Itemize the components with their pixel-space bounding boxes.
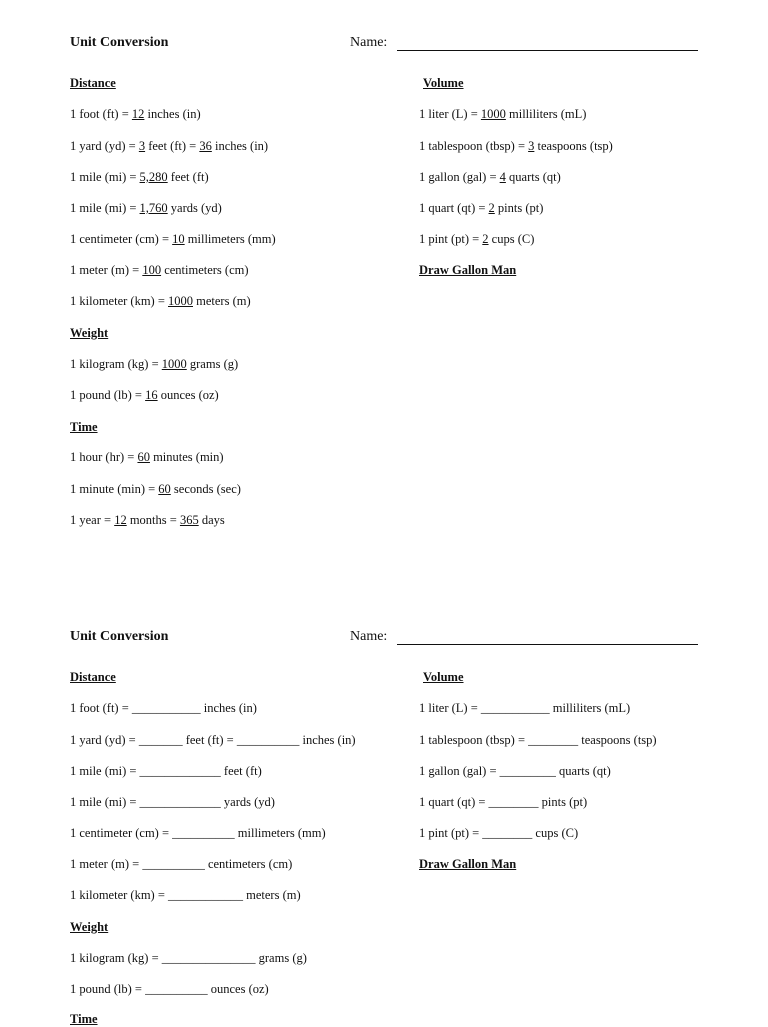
answer-value: 3	[138, 139, 146, 153]
conversion-line: 1 meter (m) = 100 centimeters (cm)	[70, 263, 249, 277]
conversion-line: 1 centimeter (cm) = __________ millimeters (mm)	[70, 826, 326, 840]
conversion-line: 1 foot (ft) = ___________ inches (in)	[70, 701, 257, 715]
distance-heading: Distance	[70, 76, 116, 90]
conversion-line: 1 mile (mi) = _____________ feet (ft)	[70, 764, 262, 778]
answer-value: 2	[488, 201, 495, 215]
answer-blank: __________	[236, 733, 300, 747]
answer-blank: __________	[142, 857, 205, 871]
sheet-title: Unit Conversion	[70, 629, 169, 644]
answer-value: 5,280	[139, 170, 168, 184]
answer-value: 1000	[480, 107, 506, 121]
conversion-line: 1 foot (ft) = 12 inches (in)	[70, 107, 201, 121]
answer-value: 3	[528, 139, 535, 153]
answer-value: 4	[499, 170, 506, 184]
conversion-line: 1 mile (mi) = 1,760 yards (yd)	[70, 201, 222, 215]
answer-value: 12	[114, 513, 127, 527]
answer-blank: __________	[145, 982, 208, 996]
weight-heading: Weight	[70, 920, 109, 934]
answer-value: 1000	[168, 294, 193, 308]
conversion-line: 1 yard (yd) = 3 feet (ft) = 36 inches (in)	[70, 139, 269, 153]
conversion-line: 1 centimeter (cm) = 10 millimeters (mm)	[70, 232, 276, 246]
distance-heading: Distance	[70, 670, 116, 684]
answer-value: 10	[172, 232, 185, 246]
name-line[interactable]	[397, 644, 698, 645]
sheet-title: Unit Conversion	[70, 35, 169, 50]
answer-blank: _____________	[139, 764, 221, 778]
conversion-line: 1 liter (L) = 1000 milliliters (mL)	[419, 107, 587, 121]
conversion-line: 1 minute (min) = 60 seconds (sec)	[70, 482, 241, 496]
answer-value: 100	[142, 263, 162, 277]
conversion-line: 1 gallon (gal) = 4 quarts (qt)	[419, 170, 561, 184]
name-line	[397, 50, 698, 51]
gallon-man-heading: Draw Gallon Man	[419, 263, 517, 277]
answer-blank: _________	[499, 764, 556, 778]
conversion-line: 1 quart (qt) = ________ pints (pt)	[419, 795, 588, 809]
answer-blank: __________	[172, 826, 235, 840]
conversion-line: 1 kilometer (km) = 1000 meters (m)	[70, 294, 251, 308]
conversion-line: 1 quart (qt) = 2 pints (pt)	[419, 201, 544, 215]
conversion-line: 1 kilogram (kg) = _______________ grams (g)	[70, 951, 307, 965]
answer-value: 2	[482, 232, 489, 246]
conversion-line: 1 pint (pt) = ________ cups (C)	[419, 826, 579, 840]
conversion-line: 1 liter (L) = ___________ milliliters (mL)	[419, 701, 631, 715]
answer-blank: ___________	[131, 701, 201, 715]
volume-heading: Volume	[423, 76, 464, 90]
conversion-line: 1 meter (m) = __________ centimeters (cm)	[70, 857, 293, 871]
answer-value: 16	[145, 388, 158, 402]
conversion-line: 1 yard (yd) = _______ feet (ft) = __________ inches (in)	[70, 733, 356, 747]
conversion-line: 1 pound (lb) = 16 ounces (oz)	[70, 388, 219, 402]
conversion-line: 1 tablespoon (tbsp) = 3 teaspoons (tsp)	[419, 139, 613, 153]
gallon-man-heading: Draw Gallon Man	[419, 857, 517, 871]
weight-heading: Weight	[70, 326, 109, 340]
answer-blank: ________	[488, 795, 539, 809]
answer-value: 60	[158, 482, 171, 496]
time-heading: Time	[70, 420, 98, 434]
answer-value: 12	[131, 107, 145, 121]
answer-blank: ____________	[168, 888, 243, 902]
conversion-line: 1 mile (mi) = 5,280 feet (ft)	[70, 170, 209, 184]
answer-blank: ________	[528, 733, 579, 747]
volume-heading: Volume	[423, 670, 464, 684]
conversion-line: 1 kilogram (kg) = 1000 grams (g)	[70, 357, 239, 371]
conversion-line: 1 hour (hr) = 60 minutes (min)	[70, 450, 224, 464]
answer-value: 60	[137, 450, 150, 464]
answer-value: 365	[179, 513, 199, 527]
conversion-line: 1 pint (pt) = 2 cups (C)	[419, 232, 535, 246]
answer-blank: _______________	[161, 951, 256, 965]
conversion-line: 1 tablespoon (tbsp) = ________ teaspoons (tsp)	[419, 733, 657, 747]
conversion-line: 1 pound (lb) = __________ ounces (oz)	[70, 982, 269, 996]
answer-blank: ________	[482, 826, 533, 840]
name-label: Name:	[350, 629, 388, 644]
name-label: Name:	[350, 35, 388, 50]
conversion-line: 1 gallon (gal) = _________ quarts (qt)	[419, 764, 611, 778]
answer-blank: _______	[138, 733, 183, 747]
time-heading: Time	[70, 1012, 98, 1026]
answer-value: 1,760	[139, 201, 168, 215]
answer-blank: ___________	[480, 701, 550, 715]
conversion-line: 1 kilometer (km) = ____________ meters (m)	[70, 888, 301, 902]
conversion-line: 1 mile (mi) = _____________ yards (yd)	[70, 795, 275, 809]
answer-blank: _____________	[139, 795, 221, 809]
answer-value: 1000	[161, 357, 187, 371]
conversion-line: 1 year = 12 months = 365 days	[70, 513, 225, 527]
answer-value: 36	[199, 139, 212, 153]
